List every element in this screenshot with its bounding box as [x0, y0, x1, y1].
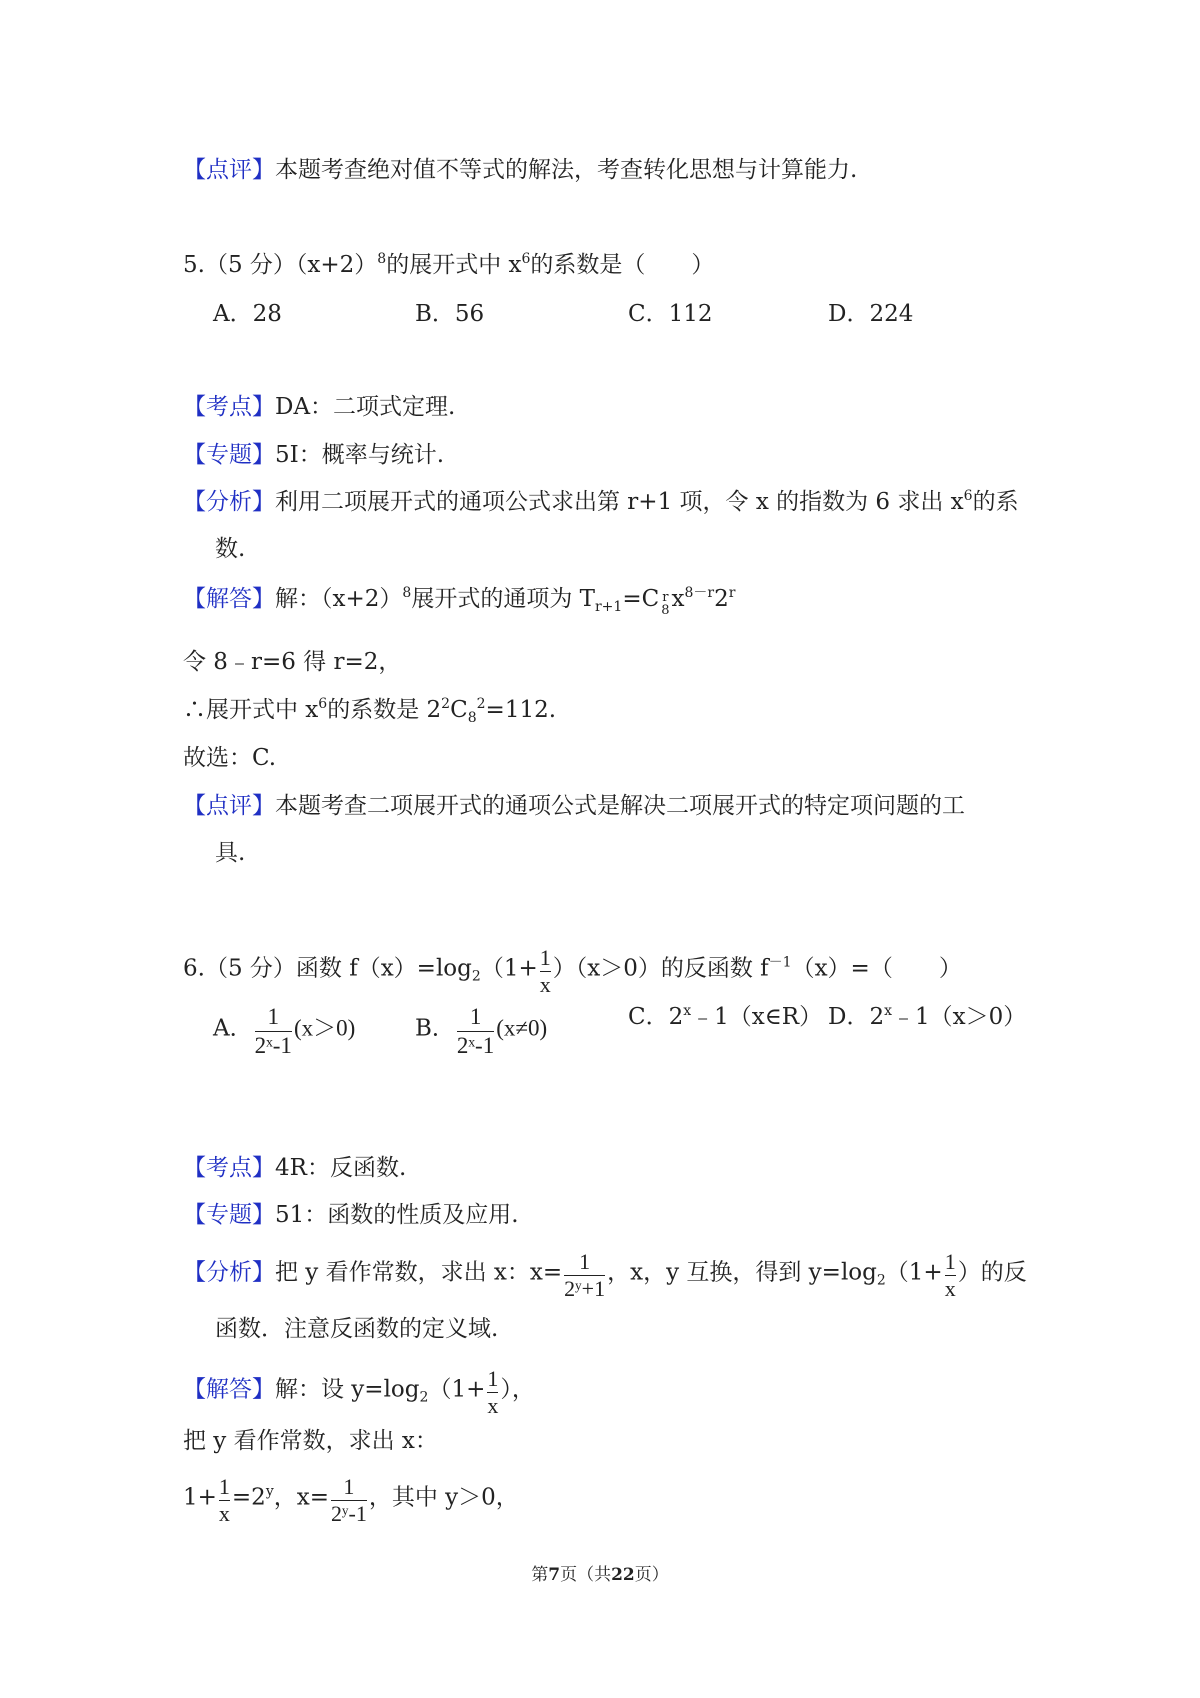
q5-kaodian: 【考点】DA：二项式定理. — [183, 394, 456, 420]
q6-option-a: A． $\frac{1}{\text{2ˣ-1}}$ (x＞0) — [213, 1004, 356, 1058]
q6-zhuanti: 【专题】51：函数的性质及应用. — [183, 1202, 519, 1228]
q5-line3: ∴展开式中 $x^6$的系数是 $2^2C_8^2=112$. — [183, 696, 557, 726]
q4-review: 【点评】本题考查绝对值不等式的解法，考查转化思想与计算能力. — [183, 157, 858, 183]
binomial-coeff: r 8 — [661, 590, 670, 618]
q5-jieda: 【解答】解：$(x+2)^8$展开式的通项为 $T_{r+1}=C$ r 8 $x^{8-r}2^r$ — [183, 585, 736, 618]
page-footer: 第7页（共22页） — [531, 1565, 669, 1585]
q6-option-c: C．2$^x$﹣1（x∈R） — [628, 1003, 823, 1030]
q5-stem: 5.（5 分）$(x+2)^8$的展开式中 $x^6$的系数是（ ） — [183, 251, 715, 278]
q6-option-b: B． $\frac{1}{\text{2ˣ-1}}$ (x≠0) — [415, 1004, 548, 1058]
fraction: $\frac{1}{\text{2ˣ-1}}$ — [254, 1004, 292, 1058]
q6-kaodian: 【考点】4R：反函数. — [183, 1155, 407, 1181]
q6-fenxi: 【分析】把 y 看作常数，求出 x：x= $\frac{1}{\text{2ʸ+1}}$ ，x，y 互换，得到 $y=\log_2(1+$ $\frac{1}{x}$ ）的反 — [183, 1249, 1027, 1301]
fraction: $\frac{1}{\text{2ʸ-1}}$ — [330, 1474, 367, 1526]
fraction: $\frac{1}{x}$ — [218, 1474, 230, 1526]
q6-fenxi-cont: 函数．注意反函数的定义域. — [215, 1316, 499, 1342]
q6-jieda: 【解答】解：设 $y=\log_2(1+$ $\frac{1}{x}$ ）， — [183, 1366, 535, 1418]
q6-line2: 把 y 看作常数，求出 x： — [183, 1428, 438, 1454]
review-tag: 【点评】 — [183, 157, 275, 183]
q5-option-a: A．28 — [213, 301, 282, 327]
fraction: $\frac{1}{x}$ — [487, 1366, 499, 1418]
fraction: $\frac{1}{\text{2ʸ+1}}$ — [564, 1249, 606, 1301]
q5-fenxi: 【分析】利用二项展开式的通项公式求出第 r+1 项，令 x 的指数为 6 求出 $x^6$的系 — [183, 488, 1019, 515]
q5-zhuanti: 【专题】5I：概率与统计. — [183, 442, 445, 468]
q5-line2: 令 8﹣r=6 得 r=2， — [183, 649, 402, 675]
fraction: $\frac{1}{\text{2ˣ-1}}$ — [456, 1004, 495, 1058]
fraction: $\frac{1}{x}$ — [539, 945, 551, 997]
q6-line3: 1+ $\frac{1}{x}$ $=2^y$，x= $\frac{1}{\text{2ʸ-1}}$ ，其中 y＞0， — [183, 1474, 519, 1526]
q5-line4: 故选：C. — [183, 745, 277, 771]
q5-option-b: B．56 — [415, 301, 485, 327]
q5-option-d: D．224 — [828, 301, 914, 327]
q5-review-cont: 具. — [215, 840, 246, 866]
q5-fenxi-cont: 数. — [215, 536, 246, 562]
fraction: $\frac{1}{x}$ — [944, 1249, 956, 1301]
q5-option-c: C．112 — [628, 301, 713, 327]
q6-option-d: D．$2^x﹣1(x>0)$ — [828, 1003, 1027, 1030]
q5-review: 【点评】本题考查二项展开式的通项公式是解决二项展开式的特定项问题的工 — [183, 793, 965, 819]
q6-stem: 6.（5 分）函数 $f(x)=\log_2(1+$ $\frac{1}{x}$ ）（x＞0）的反函数 $f^{-1}(x)=$（ ） — [183, 945, 962, 997]
